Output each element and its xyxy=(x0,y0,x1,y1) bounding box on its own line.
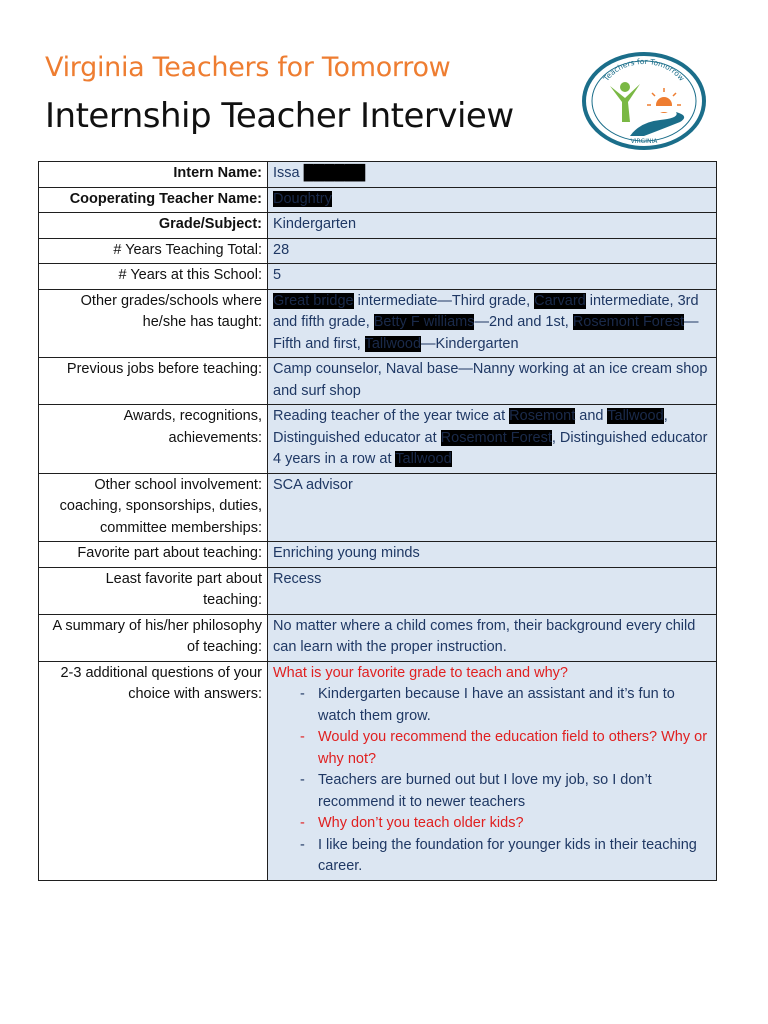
value-intern-name xyxy=(268,162,717,188)
row-previous-jobs xyxy=(39,358,717,405)
redacted-teacher-name: Doughtry xyxy=(273,190,332,207)
value-other-grades: Great bridge intermediate—Third grade, Carvard intermediate, 3rd and fifth grade, Betty F williams—2nd and 1st, Rosemont Forest—Fifth and first, Tallwood—Kindergarten xyxy=(268,289,717,358)
label-years-school: # Years at this School: xyxy=(39,264,268,290)
label-questions: 2-3 additional questions of your choice with answers: xyxy=(39,661,268,880)
row-awards xyxy=(39,405,717,474)
value-involvement: SCA advisor xyxy=(268,473,717,542)
label-grade-subject: Grade/Subject: xyxy=(39,213,268,239)
answer-1: - Kindergarten because I have an assistant and it’s fun to watch them grow. xyxy=(273,684,711,727)
qa-list xyxy=(273,684,711,878)
redacted-award-school-2: Tallwood xyxy=(607,408,664,424)
redacted-school-5: Tallwood xyxy=(364,335,422,352)
answer-3: - I like being the foundation for younger kids in their teaching career. xyxy=(273,835,711,878)
page-title: Internship Teacher Interview xyxy=(45,96,514,136)
intern-name-text: Issa xyxy=(273,165,300,181)
value-favorite: Enriching young minds xyxy=(268,542,717,568)
logo-text-bottom: VIRGINIA xyxy=(630,138,658,145)
row-intern-name xyxy=(39,162,717,188)
value-previous-jobs: Camp counselor, Naval base—Nanny working at an ice cream shop and surf shop xyxy=(268,358,717,405)
value-philosophy: No matter where a child comes from, their background every child can learn with the proper instruction. xyxy=(268,614,717,661)
label-years-total: # Years Teaching Total: xyxy=(39,238,268,264)
value-awards: Reading teacher of the year twice at Rosemont and Tallwood, Distinguished educator at Rosemont Forest, Distinguished educator 4 years in a row at Tallwood xyxy=(268,405,717,474)
label-philosophy: A summary of his/her philosophy of teaching: xyxy=(39,614,268,661)
interview-table xyxy=(38,161,717,881)
row-favorite xyxy=(39,542,717,568)
teachers-for-tomorrow-logo xyxy=(580,50,708,152)
organization-name: Virginia Teachers for Tomorrow xyxy=(45,52,451,83)
label-previous-jobs: Previous jobs before teaching: xyxy=(39,358,268,405)
value-cooperating-teacher xyxy=(268,187,717,213)
label-cooperating-teacher: Cooperating Teacher Name: xyxy=(39,187,268,213)
row-years-total xyxy=(39,238,717,264)
redacted-school-2: Carvard xyxy=(534,292,586,309)
redacted-award-school-4: Tallwood xyxy=(395,451,452,467)
row-philosophy xyxy=(39,614,717,661)
question-1: What is your favorite grade to teach and why? xyxy=(273,664,568,681)
redacted-school-1: Great bridge xyxy=(273,292,354,309)
logo-text-top: Teachers for Tomorrow xyxy=(601,56,687,83)
value-years-total: 28 xyxy=(268,238,717,264)
label-involvement: Other school involvement: coaching, sponsorships, duties, committee memberships: xyxy=(39,473,268,542)
row-years-school xyxy=(39,264,717,290)
row-questions xyxy=(39,661,717,880)
value-least-favorite: Recess xyxy=(268,567,717,614)
row-least-favorite xyxy=(39,567,717,614)
label-awards: Awards, recognitions, achievements: xyxy=(39,405,268,474)
value-grade-subject: Kindergarten xyxy=(268,213,717,239)
row-cooperating-teacher xyxy=(39,187,717,213)
redacted-school-4: Rosemont Forest xyxy=(572,314,685,330)
row-grade-subject xyxy=(39,213,717,239)
label-favorite: Favorite part about teaching: xyxy=(39,542,268,568)
row-involvement xyxy=(39,473,717,542)
question-3: - Why don’t you teach older kids? xyxy=(273,813,711,835)
value-years-school: 5 xyxy=(268,264,717,290)
redacted-block: ██████ xyxy=(303,165,366,181)
redacted-award-school-1: Rosemont xyxy=(509,408,576,424)
answer-2: - Teachers are burned out but I love my job, so I don’t recommend it to newer teachers xyxy=(273,770,711,813)
redacted-school-3: Betty F williams xyxy=(373,314,475,330)
label-intern-name: Intern Name: xyxy=(39,162,268,188)
label-least-favorite: Least favorite part about teaching: xyxy=(39,567,268,614)
row-other-grades xyxy=(39,289,717,358)
label-other-grades: Other grades/schools where he/she has taught: xyxy=(39,289,268,358)
value-questions xyxy=(268,661,717,880)
redacted-award-school-3: Rosemont Forest xyxy=(440,429,552,446)
question-2: - Would you recommend the education field to others? Why or why not? xyxy=(273,727,711,770)
